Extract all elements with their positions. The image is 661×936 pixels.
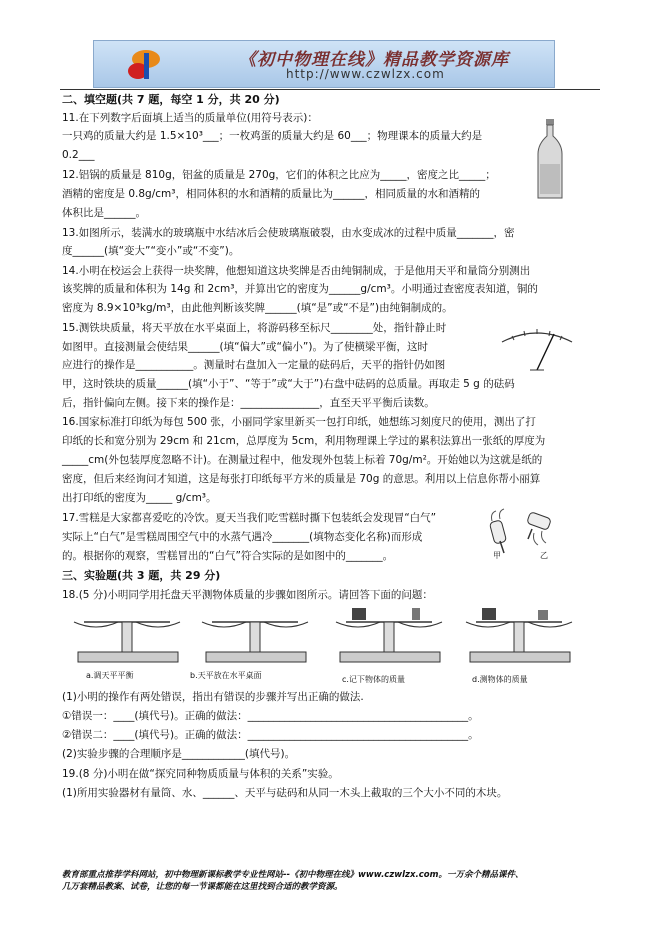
q18-line: 18.(5 分)小明同学用托盘天平测物体质量的步骤如图所示。请回答下面的问题：	[62, 589, 433, 601]
q18-line: ②错误二：____(填代号)。正确的做法：__________________________________________。	[62, 729, 479, 741]
q18-line: ①错误一：____(填代号)。正确的做法：__________________________________________。	[62, 710, 479, 722]
q11-line: 0.2___	[62, 149, 95, 161]
q16-line: _____cm(外包装厚度忽略不计)。在测量过程中，他发现外包装上标着 70g/m²。开始她以为这就是纸的	[62, 454, 543, 466]
q18-line: (1)小明的操作有两处错误，指出有错误的步骤并写出正确的做法.	[62, 691, 364, 703]
q19-line: (1)所用实验器材有量筒、水、______、天平与砝码和从同一木头上截取的三个大小不同的木块。	[62, 787, 508, 799]
footer-line: 教育部重点推荐学科网站，初中物理新课标教学专业性网站--《初中物理在线》www.czwlzx.com。一万余个精品课件、	[62, 870, 524, 880]
q11-line: 11.在下列数字后面填上适当的质量单位(用符号表示)：	[62, 112, 318, 124]
balance-step-d	[466, 608, 572, 662]
q12-line: 酒精的密度是 0.8g/cm³，相同体积的水和酒精的质量比为______，相同质量的水和酒精的	[62, 188, 480, 200]
banner-url: http://www.czwlzx.com	[286, 67, 445, 81]
banner-title: 《初中物理在线》精品教学资源库	[239, 50, 509, 70]
q16-line: 16.国家标准打印纸为每包 500 张，小丽同学家里新买一包打印纸，她想练习刻度尺的使用，测出了打	[62, 416, 536, 428]
figure-label-yi: 乙	[540, 551, 548, 560]
step-caption-b: b.天平放在水平桌面	[190, 671, 262, 680]
q14-line: 14.小明在校运会上获得一块奖牌，他想知道这块奖牌是否由纯铜制成，于是他用天平和量筒分别测出	[62, 265, 531, 277]
q13-line: 度______(填“变大”“变小”或“不变”)。	[62, 245, 240, 257]
balance-step-c	[336, 608, 442, 662]
q11-line: 一只鸡的质量大约是 1.5×10³___；一枚鸡蛋的质量大约是 60___；物理课本的质量大约是	[62, 130, 483, 142]
q14-line: 密度为 8.9×10³kg/m³，由此他判断该奖牌______(填“是”或“不是”)由纯铜制成的。	[62, 302, 453, 314]
site-banner	[93, 40, 555, 88]
q15-line: 如图甲。直接测量会使结果______(填“偏大”或“偏小”)。为了使横梁平衡，这时	[62, 341, 428, 353]
balance-pointer-figure	[496, 322, 578, 374]
q19-line: 19.(8 分)小明在做“探究同种物质质量与体积的关系”实验。	[62, 768, 339, 780]
step-caption-c: c.记下物体的质量	[342, 675, 405, 684]
q15-line: 甲，这时铁块的质量______(填“小于”、“等于”或“大于”)右盘中砝码的总质量。再取走 5 g 的砝码	[62, 378, 515, 390]
header-rule	[60, 89, 600, 90]
glass-bottle-figure	[536, 118, 564, 200]
section-fill-heading: 二、填空题(共 7 题，每空 1 分，共 20 分)	[62, 93, 280, 106]
q16-line: 印纸的长和宽分别为 29cm 和 21cm，总厚度为 5cm，利用物理课上学过的累积法算出一张纸的厚度为	[62, 435, 546, 447]
q16-line: 密度，但后来经询问才知道，这是每张打印纸每平方米的质量是 70g 的意思。利用以上信息你帮小丽算	[62, 473, 541, 485]
q12-line: 体积比是______。	[62, 207, 146, 219]
step-caption-d: d.测物体的质量	[472, 675, 528, 684]
q14-line: 该奖牌的质量和体积为 14g 和 2cm³，并算出它的密度为______g/cm³。小明通过查密度表知道，铜的	[62, 283, 538, 295]
section-experiment-heading: 三、实验题(共 3 题，共 29 分)	[62, 569, 221, 582]
q15-line: 15.测铁块质量，将天平放在水平桌面上，将游码移至标尺________处，指针静止时	[62, 322, 447, 334]
balance-steps-figure	[66, 606, 586, 678]
q12-line: 12.铝锅的质量是 810g，铝盆的质量是 270g，它们的体积之比应为_____，密度之比_____；	[62, 169, 496, 181]
q17-line: 实际上“白气”是雪糕周围空气中的水蒸气遇冷_______(填物态变化名称)而形成	[62, 531, 423, 543]
site-logo-icon	[124, 45, 164, 83]
step-caption-a: a.调天平平衡	[86, 671, 134, 680]
balance-step-a	[74, 622, 180, 662]
q13-line: 13.如图所示，装满水的玻璃瓶中水结冰后会使玻璃瓶破裂，由水变成冰的过程中质量_______，密	[62, 227, 515, 239]
q17-line: 17.雪糕是大家都喜爱吃的冷饮。夏天当我们吃雪糕时撕下包装纸会发现冒“白气”	[62, 512, 437, 524]
q16-line: 出打印纸的密度为_____ g/cm³。	[62, 492, 217, 504]
q17-line: 的。根据你的观察，雪糕冒出的“白气”符合实际的是如图中的_______。	[62, 550, 394, 562]
figure-label-jia: 甲	[493, 551, 501, 560]
footer-line: 几万套精品教案、试卷，让您的每一节课都能在这里找到合适的教学资源。	[62, 882, 343, 892]
q15-line: 后，指针偏向左侧。接下来的操作是：_______________，直至天平平衡后读数。	[62, 397, 435, 409]
q15-line: 应进行的操作是___________。测量时右盘加入一定量的砝码后，天平的指针仍如图	[62, 359, 446, 371]
balance-step-b	[202, 622, 308, 662]
q18-line: (2)实验步骤的合理顺序是____________(填代号)。	[62, 748, 296, 760]
